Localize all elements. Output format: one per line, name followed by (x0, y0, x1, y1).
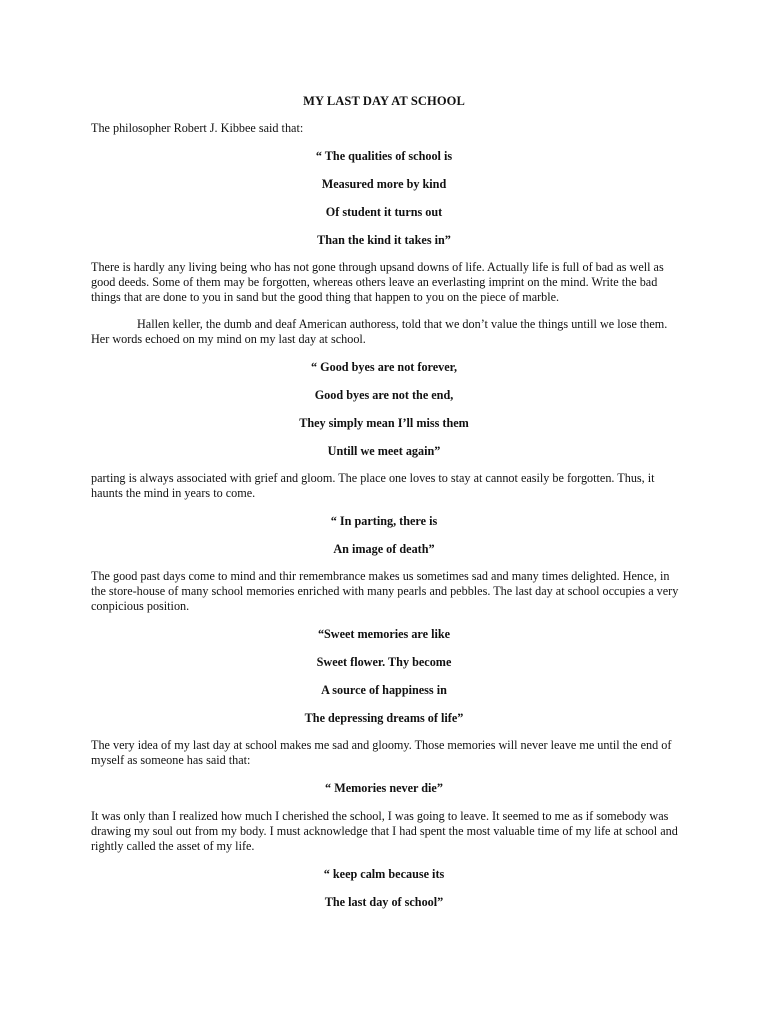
body-paragraph: There is hardly any living being who has not gone through upsand downs of life. Actually life is full of bad as well as good deeds. Some of them may be forgotten, whereas others leave an everlasting imprint on the mind. Write the bad things that are done to you in sand but the good thing that happen to you on the piece of marble. (91, 260, 664, 305)
intro-paragraph: The philosopher Robert J. Kibbee said that: (91, 121, 304, 135)
quote-line: Than the kind it takes in” (317, 233, 451, 247)
quote-line: “ keep calm because its (323, 867, 445, 881)
quote-line: They simply mean I’ll miss them (299, 416, 469, 430)
quote-line: Untill we meet again” (327, 444, 441, 458)
quote-line: “ In parting, there is (330, 514, 438, 528)
body-paragraph: The good past days come to mind and thir remembrance makes us sometimes sad and many times delighted. Hence, in the store-house of many school memories enriched with many pearls and pebbles. The last day at school occupies a very conpicious position. (91, 569, 679, 614)
quote-line: The last day of school” (324, 895, 444, 909)
body-paragraph: Hallen keller, the dumb and deaf American authoress, told that we don’t value the things untill we lose them. Her words echoed on my mind on my last day at school. (91, 317, 668, 347)
quote-line: Good byes are not the end, (314, 388, 454, 402)
quote-line: The depressing dreams of life” (304, 711, 464, 725)
quote-line: Measured more by kind (321, 177, 447, 191)
quote-line: “Sweet memories are like (317, 627, 451, 641)
body-paragraph: The very idea of my last day at school makes me sad and gloomy. Those memories will never leave me until the end of myself as someone has said that: (91, 738, 672, 768)
quote-line: Of student it turns out (325, 205, 443, 219)
quote-line: “ Good byes are not forever, (310, 360, 457, 374)
document-title: MY LAST DAY AT SCHOOL (303, 94, 465, 108)
quote-line: An image of death” (333, 542, 435, 556)
quote-line: Sweet flower. Thy become (316, 655, 452, 669)
quote-line: “ Memories never die” (325, 781, 443, 795)
body-paragraph: parting is always associated with grief and gloom. The place one loves to stay at cannot easily be forgotten. Thus, it haunts the mind in years to come. (91, 471, 655, 501)
quote-line: “ The qualities of school is (315, 149, 453, 163)
body-paragraph: It was only than I realized how much I cherished the school, I was going to leave. It seemed to me as if somebody was drawing my soul out from my body. I must acknowledge that I had spent the most valuable time of my life at school and rightly called the asset of my life. (91, 809, 678, 854)
quote-line: A source of happiness in (321, 683, 447, 697)
